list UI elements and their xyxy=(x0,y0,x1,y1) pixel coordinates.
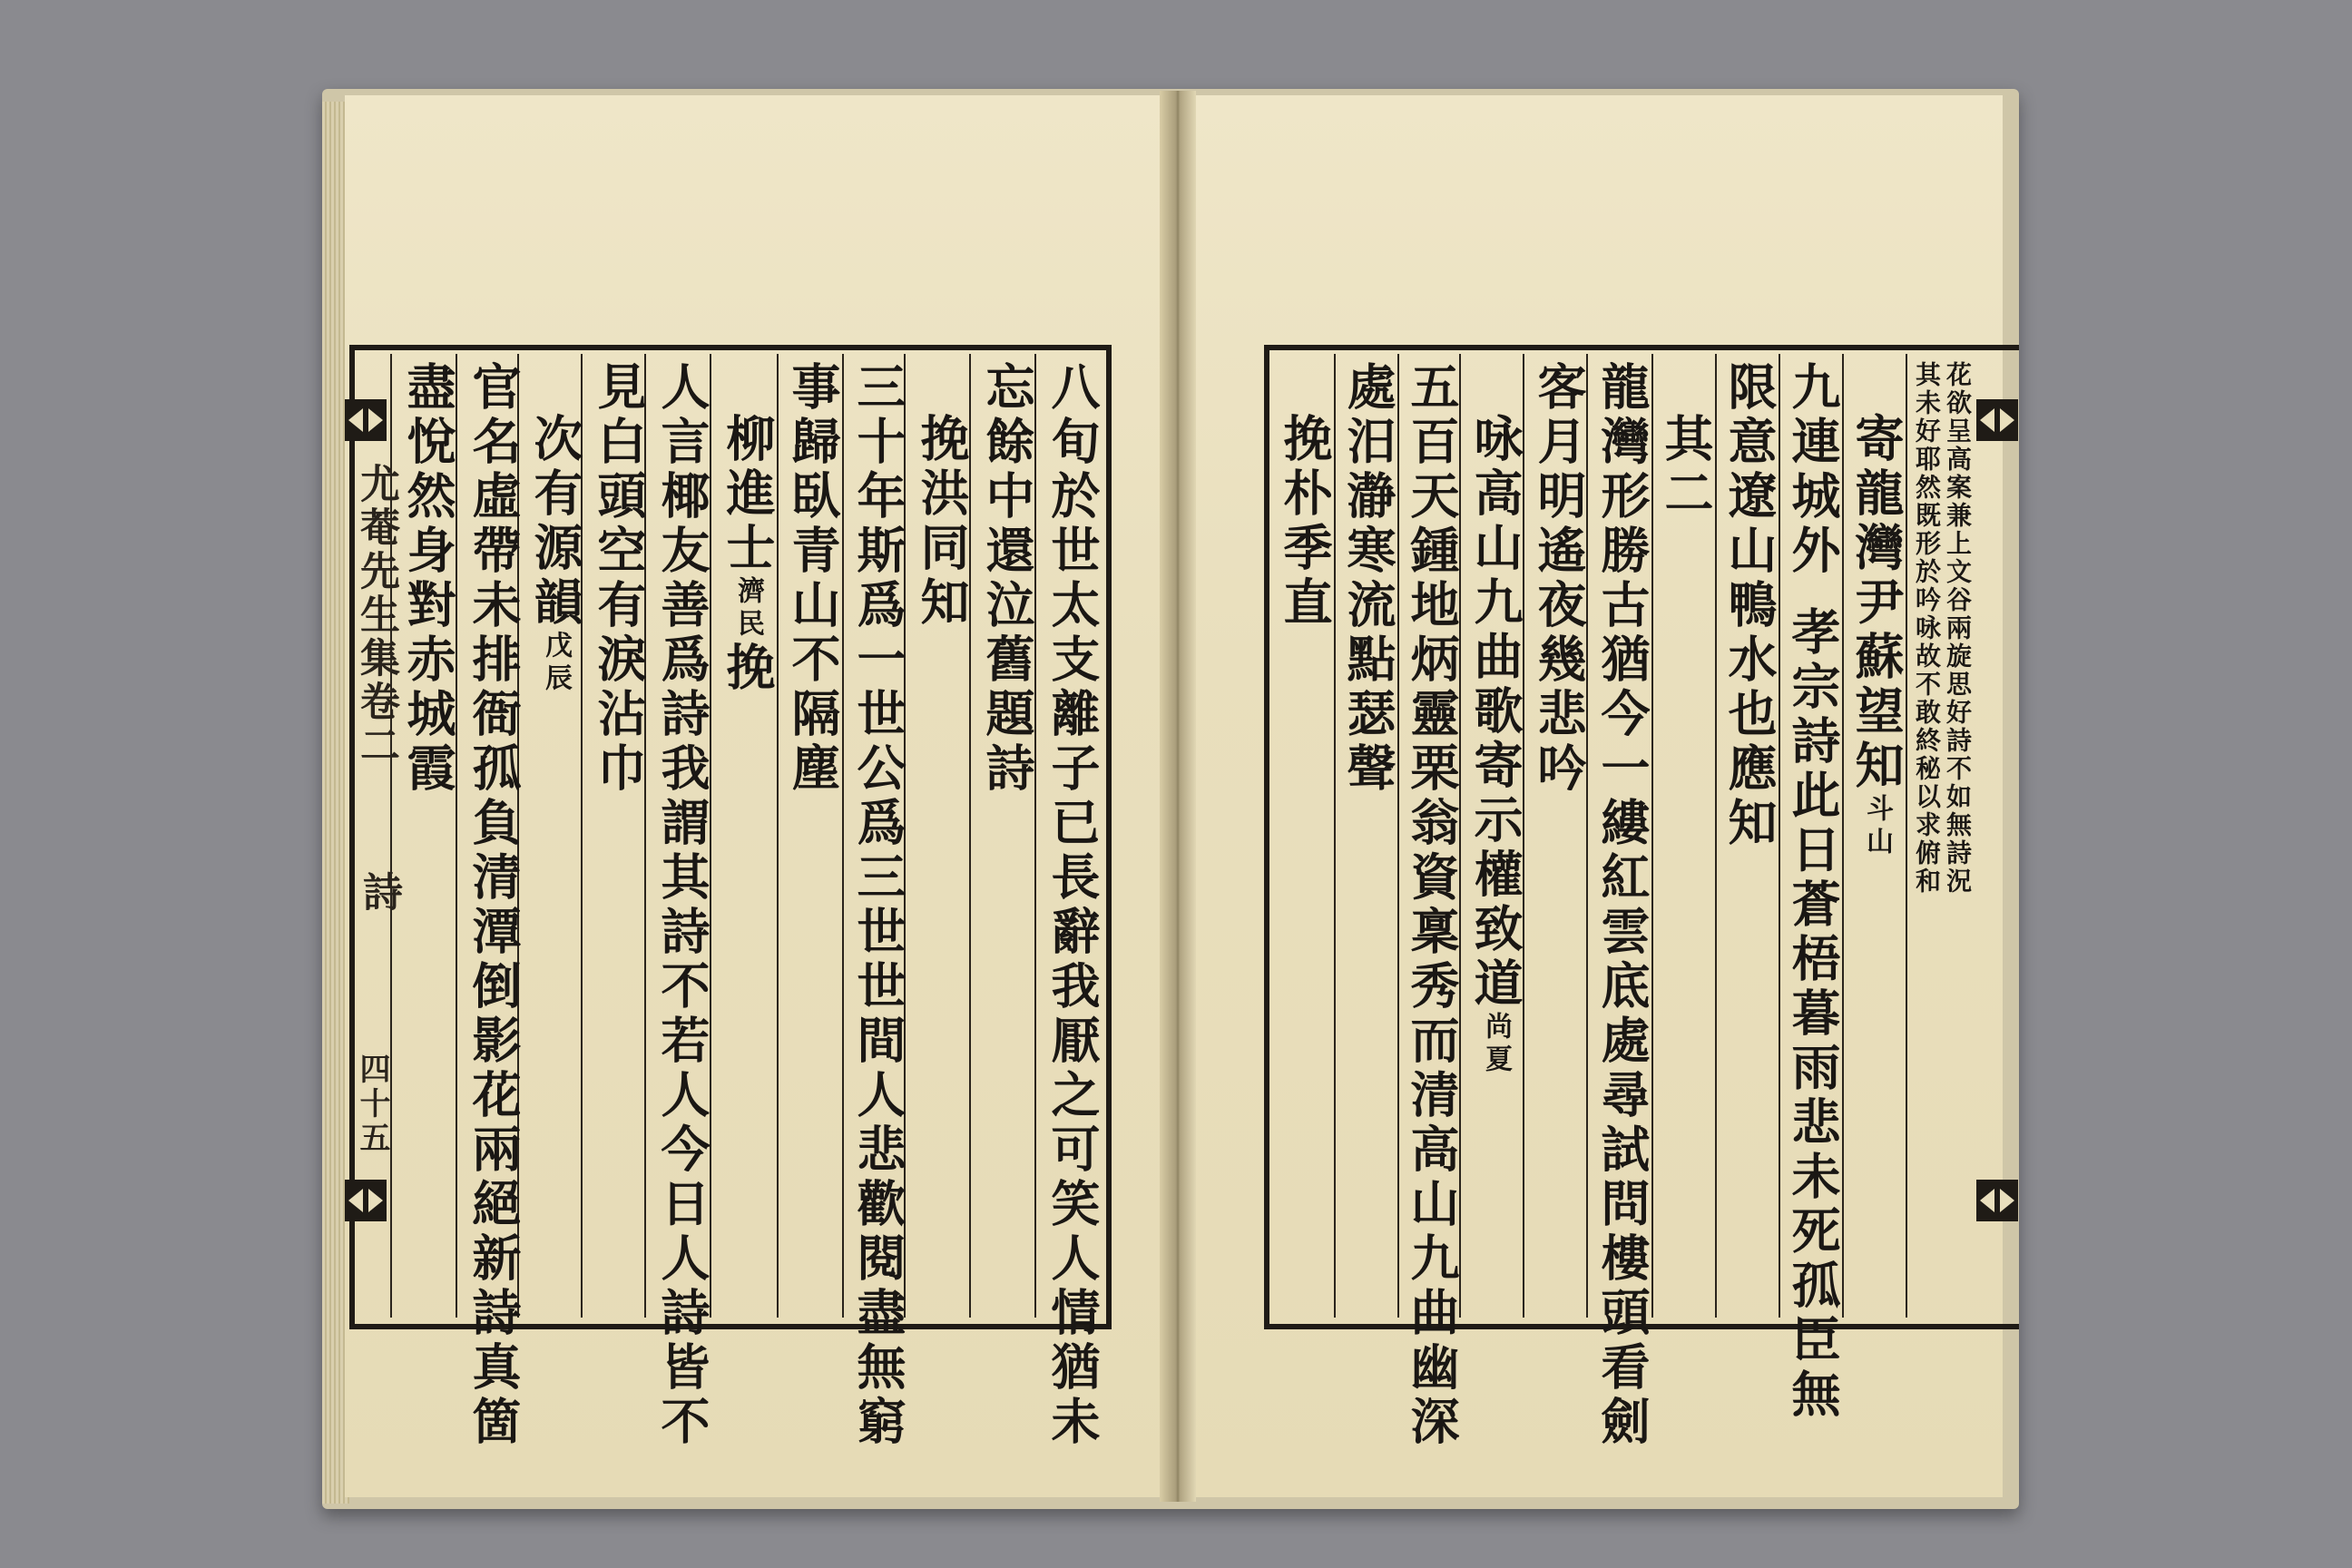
right-column-8: 客月明遙夜幾悲吟 xyxy=(1530,361,1588,797)
fishtail-lower-icon xyxy=(345,1180,387,1221)
left-column-6-tail: 挽 xyxy=(719,642,777,696)
left-column-11: 盡悅然身對赤城霞 xyxy=(399,361,457,797)
column-rule xyxy=(1397,354,1399,1318)
left-column-3: 挽洪同知 xyxy=(913,413,971,631)
spine-page-number: 四十五 xyxy=(354,1053,390,1156)
fishtail-upper-icon xyxy=(345,399,387,441)
left-column-9 xyxy=(526,413,584,696)
right-column-7: 龍灣形勝古猶今一縷紅雲底處尋試問樓頭看劍 xyxy=(1593,361,1651,1450)
right-column-4 xyxy=(1784,361,1842,1423)
column-rule xyxy=(1842,354,1844,1318)
spine-rule xyxy=(390,354,392,1318)
column-rule xyxy=(777,354,779,1318)
right-column-5: 限意遼山鴨水也應知 xyxy=(1720,361,1779,851)
right-column-9-text: 咏高山九曲歌寄示權致道 xyxy=(1466,413,1524,1012)
right-column-10: 五百天鍾地炳靈栗翁資稟秀而清高山九曲幽深 xyxy=(1403,361,1461,1450)
column-rule xyxy=(1779,354,1780,1318)
right-column-3-note: 斗山 xyxy=(1861,794,1893,859)
right-column-11: 處汨瀞寒流點瑟聲 xyxy=(1339,361,1397,797)
left-column-4: 三十年斯爲一世公爲三世世間人悲歡閱盡無窮 xyxy=(849,361,907,1450)
right-column-9-note: 尚夏 xyxy=(1480,1012,1512,1077)
right-column-4-tail: 孝宗詩此日蒼梧暮雨悲未死孤臣無 xyxy=(1784,606,1842,1423)
column-rule xyxy=(1715,354,1717,1318)
right-column-6: 其二 xyxy=(1657,413,1715,522)
right-column-3-text: 寄龍灣尹蘇望知 xyxy=(1847,413,1906,794)
right-column-2: 其未好耶然既形於吟咏故不敢終秘以求俯和 xyxy=(1912,361,1942,896)
left-column-2: 忘餘中還泣舊題詩 xyxy=(978,361,1036,797)
book-gutter xyxy=(1160,91,1196,1502)
spine-title: 尤菴先生集卷二 xyxy=(353,463,399,768)
column-rule xyxy=(1651,354,1653,1318)
right-column-12: 挽朴季直 xyxy=(1276,413,1334,631)
left-column-1: 八旬於世太支離子已長辭我厭之可笑人情猶未 xyxy=(1044,361,1102,1450)
right-column-9 xyxy=(1466,413,1524,1077)
column-rule xyxy=(1334,354,1336,1318)
column-rule xyxy=(842,354,844,1318)
left-column-9-note: 戊辰 xyxy=(540,631,572,696)
left-column-6-text: 柳進士 xyxy=(719,413,777,576)
right-column-4-text: 九連城外 xyxy=(1784,361,1842,579)
column-rule xyxy=(1906,354,1907,1318)
spine-section: 詩 xyxy=(356,871,402,915)
left-column-6 xyxy=(719,413,777,696)
fishtail-right-upper-icon xyxy=(1976,399,2018,441)
left-column-9-text: 次有源韻 xyxy=(526,413,584,631)
left-column-6-note: 濟民 xyxy=(732,576,764,642)
left-column-10: 官名虛帶未排衙孤負清潭倒影花兩絕新詩真箇 xyxy=(465,361,523,1450)
left-column-5: 事歸臥青山不隔塵 xyxy=(784,361,842,797)
right-column-3 xyxy=(1847,413,1906,859)
right-column-1: 花欲呈高案兼上文谷兩旋思好詩不如無詩況 xyxy=(1943,361,1973,896)
fishtail-right-lower-icon xyxy=(1976,1180,2018,1221)
left-column-8: 見白頭空有淚沾巾 xyxy=(590,361,648,797)
left-column-7: 人言椰友善爲詩我謂其詩不若人今日人詩皆不 xyxy=(653,361,711,1450)
